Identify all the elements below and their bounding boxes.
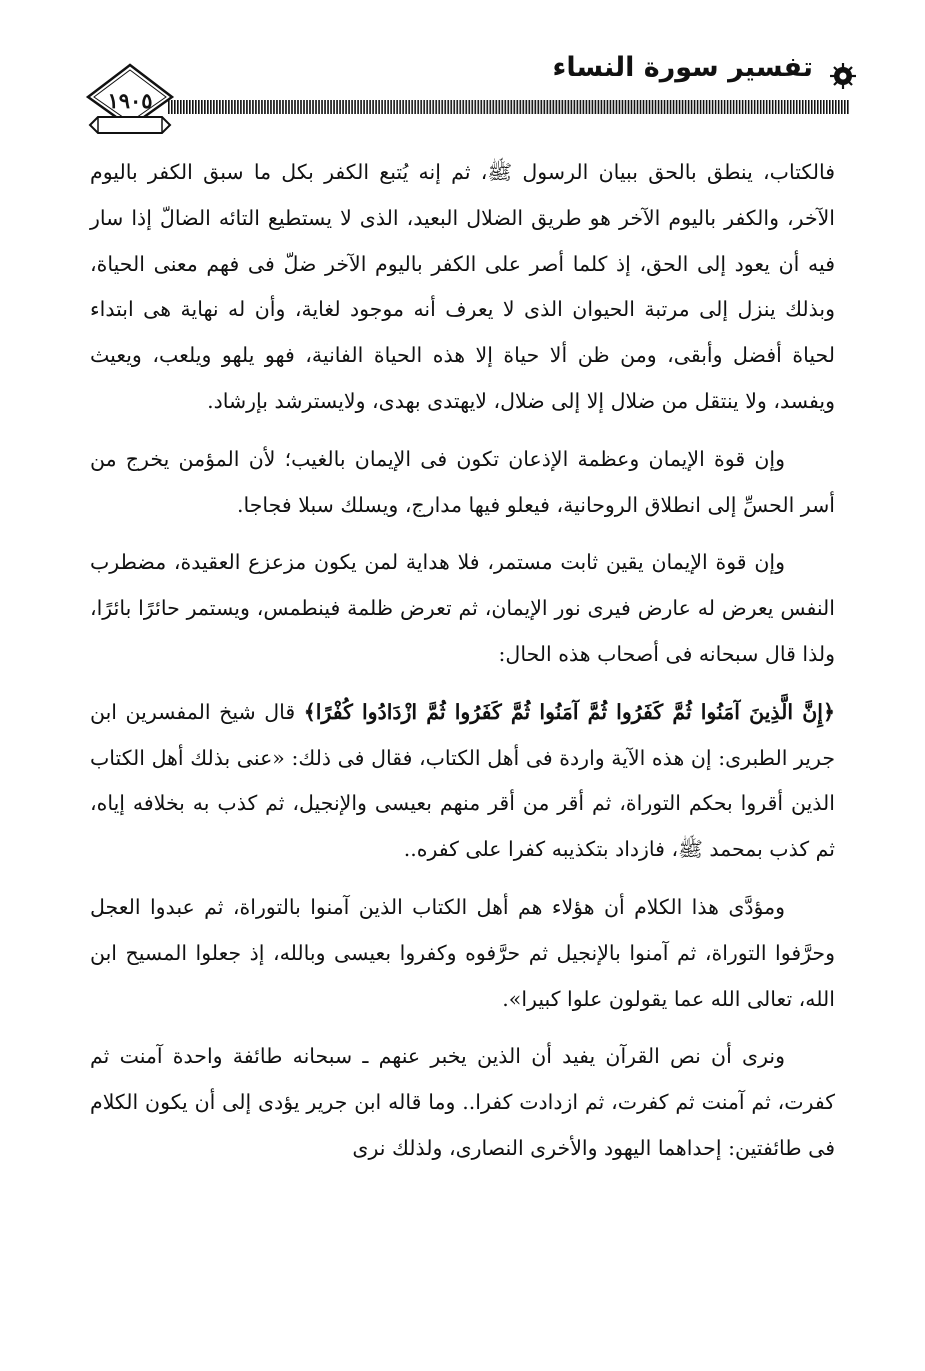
page-header — [0, 0, 925, 150]
paragraph-6: ونرى أن نص القرآن يفيد أن الذين يخبر عنهم ـ سبحانه طائفة واحدة آمنت ثم كفرت، ثم آمنت ثم كفرت، ثم ازدادت كفرا.. وما قاله ابن جرير يؤدى إلى أن يكون الكلام فى طائفتين: إحداهما اليهود والأخرى النصارى، ولذلك نرى — [90, 1044, 835, 1160]
paragraph-3: وإن قوة الإيمان يقين ثابت مستمر، فلا هداية لمن يكون مزعزع العقيدة، مضطرب النفس يعرض له عارض فيرى نور الإيمان، ثم تعرض ظلمة فينطمس، ويستمر حائرًا بائرًا، ولذا قال سبحانه فى أصحاب هذه الحال: — [90, 550, 835, 666]
surah-title: تفسير سورة النساء — [552, 52, 813, 83]
paragraph-5: ومؤدَّى هذا الكلام أن هؤلاء هم أهل الكتاب الذين آمنوا بالتوراة، ثم عبدوا العجل وحرَّفوا التوراة، ثم آمنوا بالإنجيل ثم حرَّفوه وكفروا بعيسى وبالله، إذ جعلوا المسيح ابن الله، تعالى الله عما يقولون علوا كبيرا». — [90, 894, 835, 1011]
quran-verse: ﴿إِنَّ الَّذِينَ آمَنُوا ثُمَّ كَفَرُوا ثُمَّ آمَنُوا ثُمَّ كَفَرُوا ثُمَّ ازْدَادُوا كُفْرًا﴾ — [303, 699, 836, 724]
paragraph-1: فالكتاب، ينطق بالحق ببيان الرسول ﷺ، ثم إنه يُتبع الكفر بكل ما سبق الكفر باليوم الآخر، والكفر باليوم الآخر هو طريق الضلال البعيد، الذى لا يستطيع التائه الضالّ إذا سار فيه أن يعود إلى الحق، إذ كلما أصر على الكفر باليوم الآخر ضلّ فى فهم معنى الحياة، وبذلك ينزل إلى مرتبة الحيوان الذى لا يعرف أنه موجود لغاية، وأن له نهاية هى ابتداء لحياة أفضل وأبقى، ومن ظن ألا حياة إلا هذه الحياة الفانية، فهو يلهو ويلعب، ويعيث ويفسد، ولا ينتقل من ضلال إلا إلى ضلال، لايهتدى بهدى، ولايسترشد بإرشاد. — [90, 160, 835, 413]
paragraph-2: وإن قوة الإيمان وعظمة الإذعان تكون فى الإيمان بالغيب؛ لأن المؤمن يخرج من أسر الحسِّ إلى انطلاق الروحانية، فيعلو فيها مدارج، ويسلك سبلا فجاجا. — [90, 446, 835, 517]
paragraph-4 — [90, 690, 835, 873]
body-text — [90, 150, 835, 1172]
ornament-icon — [829, 62, 857, 90]
paragraph-4-text: قال شيخ المفسرين ابن جرير الطبرى: إن هذه الآية واردة فى أهل الكتاب، فقال فى ذلك: «عنى بذلك أهل الكتاب الذين أقروا بحكم التوراة، ثم أقر من أقر منهم بعيسى والإنجيل، ثم كذب به بخلافه إياه، ثم كذب بمحمد ﷺ، فازداد بتكذيبه كفرا على كفره.. — [90, 699, 835, 862]
header-rule — [168, 100, 849, 114]
page-number: ١٩٠٥ — [107, 88, 153, 113]
